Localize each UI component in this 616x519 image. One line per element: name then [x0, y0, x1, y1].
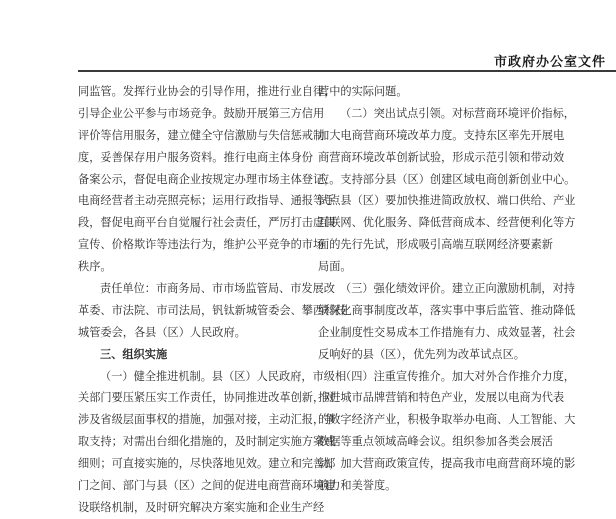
text-line: 互联网、优化服务、降低营商成本、经营便利化等方 [318, 216, 576, 230]
text-line: （三）强化绩效评价。建立正向激励机制，对持 [340, 282, 575, 296]
page-header [0, 0, 616, 76]
text-line: 度，妥善保存用户服务资料。推行电商主体身份 [78, 150, 313, 164]
text-line: （二）突出试点引领。对标营商环境评价指标， [340, 106, 575, 120]
text-line: 责任单位：市商务局、市市场监管局、市发展改 [100, 282, 335, 296]
text-line: 续深化商事制度改革，落实事中事后监管、推动降低 [318, 303, 576, 317]
section-heading: 三、组织实施 [100, 347, 168, 361]
text-line: 的数字经济产业，积极争取举办电商、人工智能、大 [318, 413, 576, 427]
text-line: （一）健全推进机制。县（区）人民政府，市级相 [100, 369, 347, 383]
text-line: 面的先行先试，形成吸引高端互联网经济要素新 [318, 238, 553, 252]
text-line: 推进城市品牌营销和特色产业，发展以电商为代表 [318, 391, 565, 405]
text-line: 城管委会，各县（区）人民政府。 [78, 325, 246, 339]
text-line: （四）注重宣传推介。加大对外合作推介力度， [340, 369, 575, 383]
right-paragraph-2 [318, 103, 576, 278]
text-line: 试点县（区）要加快推进简政放权、端口供给、产业 [318, 194, 576, 208]
text-line: 评价等信用服务，建立健全守信激励与失信惩戒制 [78, 128, 325, 142]
header-title: 市政府办公室文件 [493, 55, 606, 70]
text-line: 门之间、部门与县（区）之间的促进电商营商环境建 [78, 479, 336, 493]
header-rule [78, 70, 616, 72]
left-paragraph-3 [78, 366, 347, 519]
text-line: 同监管。发挥行业协会的引导作用，推进行业自律， [78, 85, 336, 98]
right-paragraph-4 [318, 366, 576, 497]
text-line: 动，加大营商政策宣传，提高我市电商营商环境的影 [318, 457, 576, 471]
text-line: 取支持；对需出台细化措施的，及时制定实施方案或 [78, 435, 336, 449]
text-line: 响力和美誉度。 [318, 479, 397, 493]
text-line: 数据等重点领域高峰会议。组织参加各类会展活 [318, 435, 553, 449]
text-line: 细则；可直接实施的，尽快落地见效。建立和完善部 [78, 457, 336, 471]
text-line: 段，督促电商平台自觉履行社会责任，严厉打击虚假 [78, 216, 336, 230]
text-line: 应。支持部分县（区）创建区域电商创新创业中心。 [318, 172, 576, 186]
text-line: 电商经营者主动亮照亮标；运用行政指导、通报等手 [78, 194, 336, 208]
text-line: 宣传、价格欺诈等违法行为，维护公平竞争的市场 [78, 238, 325, 252]
text-line: 反响好的县（区），优先列为改革试点区。 [318, 347, 525, 361]
text-line: 设联络机制，及时研究解决方案实施和企业生产经 [78, 500, 325, 514]
text-line: 秩序。 [78, 260, 112, 274]
text-line: 革委、市法院、市司法局，钒钛新城管委会、攀西科技 [78, 303, 347, 317]
text-line: 引导企业公平参与市场竞争。鼓励开展第三方信用 [78, 106, 325, 120]
right-paragraph-1 [318, 81, 550, 103]
text-line: 企业制度性交易成本工作措施有力、成效显著，社会 [318, 325, 576, 339]
right-paragraph-3 [318, 278, 576, 366]
text-line: 备案公示，督促电商企业按规定办理市场主体登记， [78, 172, 336, 186]
text-line: 关部门要压紧压实工作责任，协同推进改革创新，对 [78, 391, 336, 405]
text-line: 局面。 [318, 260, 352, 274]
text-line: 涉及省级层面事权的措施，加强对接，主动汇报，争 [78, 413, 336, 427]
right-column [318, 81, 576, 497]
text-line: 商营商环境改革创新试验，形成示范引领和带动效 [318, 150, 565, 164]
text-line: 营中的实际问题。 [318, 85, 408, 98]
text-line: 加大电商营商环境改革力度。支持东区率先开展电 [318, 128, 565, 142]
left-paragraph-2 [78, 278, 347, 344]
